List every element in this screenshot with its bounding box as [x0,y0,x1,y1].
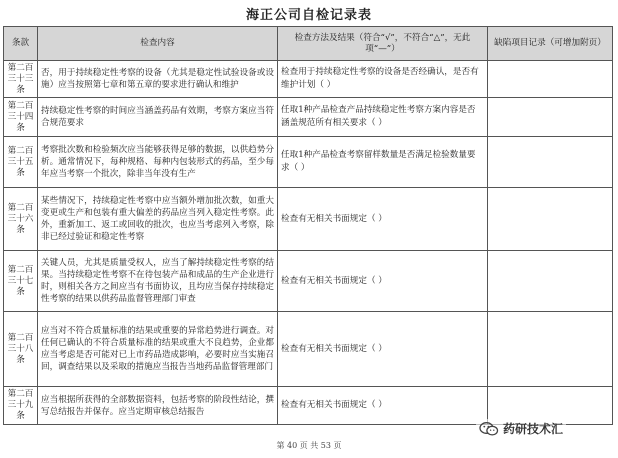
row-method: 任取1种产品检查考察留样数量是否满足检验数量要求（ ） [278,137,488,188]
table-row [4,98,613,137]
table-header-row [4,27,613,61]
row-method: 检查用于持续稳定性考察的设备是否经确认，是否有维护计划（ ） [278,61,488,98]
row-article: 第二百三十九条 [4,387,38,425]
row-method: 检查有无相关书面规定（ ） [278,312,488,387]
watermark [476,419,566,438]
row-defect[interactable] [488,137,613,188]
row-content: 考察批次数和检验频次应当能够获得足够的数据，以供趋势分析。通常情况下，每种规格、每种内包装形式的药品，至少每年应当考察一个批次，除非当年没有生产 [38,137,278,188]
row-article: 第二百三十八条 [4,312,38,387]
table-row [4,188,613,251]
row-content: 持续稳定性考察的时间应当涵盖药品有效期，考察方案应当符合规范要求 [38,98,278,137]
table-row [4,251,613,312]
row-content: 关键人员，尤其是质量受权人，应当了解持续稳定性考察的结果。当持续稳定性考察不在待包装产品和成品的生产企业进行时，则相关各方之间应当有书面协议，且均应当保存持续稳定性考察的结果以供药品监督管理部门审查 [38,251,278,312]
row-article: 第二百三十七条 [4,251,38,312]
wechat-icon [479,421,499,437]
row-article: 第二百三十六条 [4,188,38,251]
row-defect[interactable] [488,188,613,251]
row-content: 应当根据所获得的全部数据资料，包括考察的阶段性结论，撰写总结报告并保存。应当定期审核总结报告 [38,387,278,425]
row-method: 任取1种产品检查产品持续稳定性考察方案内容是否涵盖规范所有相关要求（ ） [278,98,488,137]
table-row [4,312,613,387]
row-method: 检查有无相关书面规定（ ） [278,188,488,251]
row-article: 第二百三十五条 [4,137,38,188]
table-row [4,61,613,98]
header-content: 检查内容 [38,27,278,61]
watermark-text: 药研技术汇 [503,422,564,436]
row-method: 检查有无相关书面规定（ ） [278,387,488,425]
table-row [4,137,613,188]
header-article: 条款 [4,27,38,61]
row-content: 某些情况下，持续稳定性考察中应当额外增加批次数，如重大变更或生产和包装有重大偏差的药品应当列入稳定性考察。此外，重新加工、返工或回收的批次，也应当考虑列入考察，除非已经过验证和稳定性考察 [38,188,278,251]
row-article: 第二百三十四条 [4,98,38,137]
row-defect[interactable] [488,312,613,387]
header-method: 检查方法及结果（符合“√”，不符合“△”，无此项“—”） [278,27,488,61]
row-defect[interactable] [488,61,613,98]
row-method: 检查有无相关书面规定（ ） [278,251,488,312]
page-number: 第 40 页 共 53 页 [276,441,342,450]
row-content: 应当对不符合质量标准的结果或重要的异常趋势进行调查。对任何已确认的不符合质量标准的结果或重大不良趋势，企业都应当考虑是否可能对已上市药品造成影响，必要时应当实施召回，调查结果以及采取的措施应当报告当地药品监督管理部门 [38,312,278,387]
self-inspection-table [3,26,613,425]
header-defect: 缺陷项目记录（可增加附页） [488,27,613,61]
row-article: 第二百三十三条 [4,61,38,98]
row-content: 否，用于持续稳定性考察的设备（尤其是稳定性试验设备或设施）应当按照第七章和第五章的要求进行确认和维护 [38,61,278,98]
row-defect[interactable] [488,98,613,137]
page-title: 海正公司自检记录表 [245,8,372,23]
row-defect[interactable] [488,251,613,312]
